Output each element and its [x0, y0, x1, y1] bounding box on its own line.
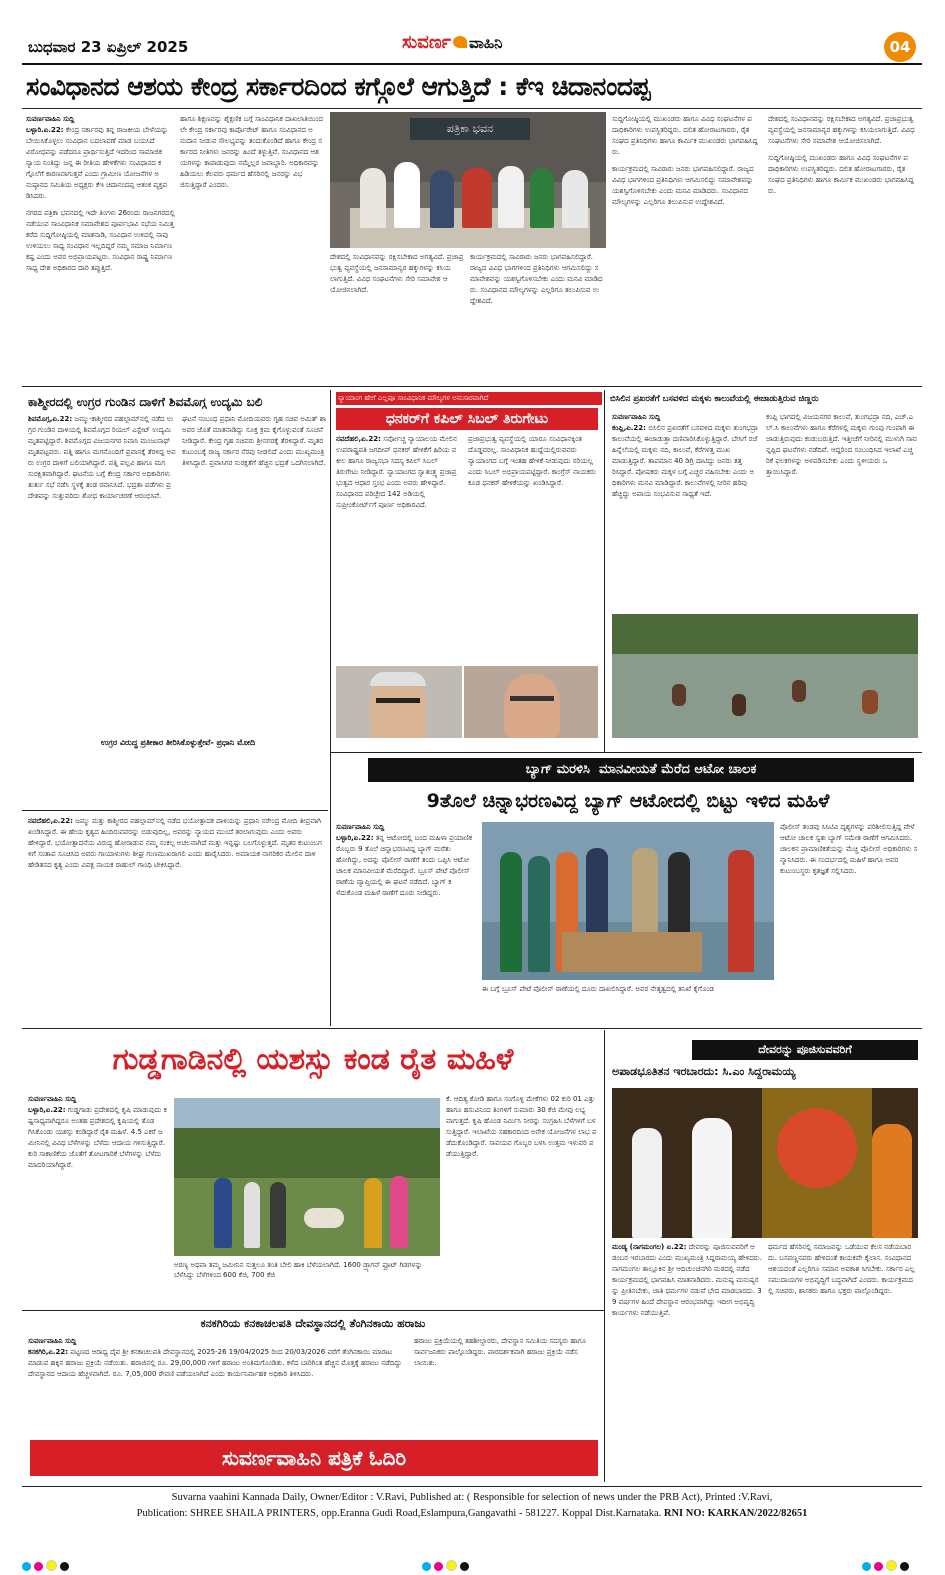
person	[462, 168, 492, 228]
auto-photo-police-station	[482, 822, 774, 980]
auto-place: ಬಳ್ಳಾರಿ,ಏ.22:	[336, 834, 374, 842]
magenta-dot	[874, 1562, 883, 1571]
lead-photo-press-meet	[330, 112, 606, 248]
lead-body-5b: ಕಾರ್ಯಕ್ರಮದಲ್ಲಿ ಸಾವಿರಾರು ಜನರು ಭಾಗವಹಿಸಲಿದ್ದಾರೆ. ರಾಜ್ಯದ ವಿವಿಧ ಭಾಗಗಳಿಂದ ಪ್ರತಿನಿಧಿಗಳು ಆಗಮಿಸಲಿದ್ದು ಸಮಾವೇಶವನ್ನು ಯಶಸ್ವಿಗೊಳಿಸಬೇಕು ಎಂದು ಮನವಿ ಮಾಡಿದರು. ಸಂವಿಧಾನದ ಮೌಲ್ಯಗಳನ್ನು ಎಲ್ಲರಿಗೂ ತಲುಪಿಸುವ ಉದ್ದೇಶವಿದೆ.	[612, 165, 754, 206]
farmer-body: ಗುಡ್ಡಗಾಡು ಪ್ರದೇಶದಲ್ಲಿ ಕೃಷಿ ಮಾಡುವುದು ಕಷ್ಟಸಾಧ್ಯವಾಗಿದ್ದರೂ ಅಂತಹ ಪ್ರದೇಶದಲ್ಲಿ ಕೃಷಿಯಲ್ಲಿ ತೊಡಗಿಸಿಕೊಂಡು ಯಶಸ್ಸು ಕಂಡಿದ್ದಾರೆ ರೈತ ಮಹಿಳೆ. 4.5 ಎಕರೆ ಜಮೀನಿನಲ್ಲಿ ವಿವಿಧ ಬೆಳೆಗಳನ್ನು ಬೆಳೆದು ಆದಾಯ ಗಳಿಸುತ್ತಿದ್ದಾರೆ. ಕುರಿ ಸಾಕಾಣಿಕೆಯ ಜೊತೆಗೆ ತೋಟಗಾರಿಕೆ ಬೆಳೆಗಳನ್ನು ಬೆಳೆದು ಮಾದರಿಯಾಗಿದ್ದಾರೆ.	[28, 1106, 167, 1169]
cm-photo-temple	[612, 1088, 918, 1238]
farmer-body-2: ಕೆ. ಆದಿತ್ಯ ಕೋಡಿ ಹಾಗೂ ಸಂಗೊಳ್ಳಿ ಮೇಕೆಗಳು 02 ಕುರಿ 01 ಎತ್ತು ಹಾಗೂ ಹಸುವಿನಿಂದ ತಿಂಗಳಿಗೆ ಸುಮಾರು 30 ಕೆಜಿ ಮೇವು ಲಭ್ಯವಾಗುತ್ತದೆ. ಕೃಷಿ ಹೊಂಡ ನಿರ್ಮಿಸಿ ನೀರನ್ನು ಸಂಗ್ರಹಿಸಿ ಬೆಳೆಗಳಿಗೆ ಬಳಸುತ್ತಿದ್ದಾರೆ. ಇಲಾಖೆಯ ಸಹಕಾರದಿಂದ ಅನೇಕ ಯೋಜನೆಗಳ ಲಾಭ ಪಡೆದುಕೊಂಡಿದ್ದಾರೆ. ಸಾವಯವ ಗೊಬ್ಬರ ಬಳಸಿ ಉತ್ತಮ ಇಳುವರಿ ಪಡೆಯುತ್ತಿದ್ದಾರೆ.	[446, 1095, 597, 1158]
dhankar-col-1	[336, 434, 462, 664]
lead-body-6: ದೇಶದಲ್ಲಿ ಸಂವಿಧಾನವನ್ನು ರಕ್ಷಿಸಬೇಕಾದ ಅಗತ್ಯವಿದೆ. ಪ್ರಜಾಪ್ರಭುತ್ವ ವ್ಯವಸ್ಥೆಯಲ್ಲಿ ಜನಸಾಮಾನ್ಯರ ಹಕ್ಕುಗಳನ್ನು ಕಸಿಯಲಾಗುತ್ತಿದೆ. ವಿವಿಧ ಸಂಘಟನೆಗಳು ಸೇರಿ ಸಮಾವೇಶ ಆಯೋಜಿಸಲಾಗಿದೆ.	[768, 115, 915, 145]
lead-body-4: ಕಾರ್ಯಕ್ರಮದಲ್ಲಿ ಸಾವಿರಾರು ಜನರು ಭಾಗವಹಿಸಲಿದ್ದಾರೆ. ರಾಜ್ಯದ ವಿವಿಧ ಭಾಗಗಳಿಂದ ಪ್ರತಿನಿಧಿಗಳು ಆಗಮಿಸಲಿದ್ದು ಸಮಾವೇಶವನ್ನು ಯಶಸ್ವಿಗೊಳಿಸಬೇಕು ಎಂದು ಮನವಿ ಮಾಡಿದರು. ಸಂವಿಧಾನದ ಮೌಲ್ಯಗಳನ್ನು ಎಲ್ಲರಿಗೂ ತಲುಪಿಸುವ ಉದ್ದೇಶವಿದೆ.	[470, 253, 603, 305]
dhankar-photo-dhankar	[464, 666, 598, 738]
children-body-2: ಕಂಪ್ಲಿ ಭಾಗದಲ್ಲಿ ವಿಜಯನಗರ ಕಾಲುವೆ, ತುಂಗಭದ್ರಾ ನದಿ, ಎಚ್.ಎಲ್.ಸಿ ಕಾಲುವೆಗಳು ಹಾಗೂ ಕೆರೆಗಳಲ್ಲಿ ಮಕ್ಕಳು ಗುಂಪು ಗುಂಪಾಗಿ ಈಜಾಡುತ್ತಿರುವುದು ಕಂಡುಬರುತ್ತಿದೆ. ಇತ್ತೀಚೆಗೆ ನೀರಿನಲ್ಲಿ ಮುಳುಗಿ ಸಾವನ್ನಪ್ಪಿದ ಘಟನೆಗಳು ನಡೆದಿವೆ. ಆದ್ದರಿಂದ ಸಂಬಂಧಿಸಿದ ಇಲಾಖೆ ಎಚ್ಚರಿಕೆ ಫಲಕಗಳನ್ನು ಅಳವಡಿಸಬೇಕು ಎಂದು ಸ್ಥಳೀಯರು ಒತ್ತಾಯಿಸಿದ್ದಾರೆ.	[766, 413, 917, 476]
cm-body: ದೇವರನ್ನು ಪೂಜಿಸುವವರಿಗೆ ಆಡಂಬರ ಇರಬಾರದು ಎಂದು ಮುಖ್ಯಮಂತ್ರಿ ಸಿದ್ದರಾಮಯ್ಯ ಹೇಳಿದರು. ನಾಗಮಂಗಲ ತಾಲ್ಲೂಕಿನ ಶ್ರೀ ಆದಿಚುಂಚನಗಿರಿ ಮಠದಲ್ಲಿ ನಡೆದ ಕಾರ್ಯಕ್ರಮದಲ್ಲಿ ಭಾಗವಹಿಸಿ ಮಾತನಾಡಿದರು. ಮನುಷ್ಯ ಮನುಷ್ಯರನ್ನು ಪ್ರೀತಿಸಬೇಕು, ಜಾತಿ ಧರ್ಮಗಳ ನಡುವೆ ಭೇದ ಮಾಡಬಾರದು. 39 ವರ್ಷಗಳ ಹಿಂದೆ ದೇವಸ್ಥಾನ ಆರಂಭವಾಗಿದ್ದು ಇದೀಗ ಅಭಿವೃದ್ಧಿ ಕಾರ್ಯಗಳು ನಡೆಯುತ್ತಿವೆ.	[612, 1243, 762, 1317]
lead-col-4	[470, 252, 606, 400]
rule	[22, 1310, 604, 1311]
yellow-dot	[886, 1560, 897, 1571]
dhankar-kicker: ನ್ಯಾಯಾಂಗ ಹೇಗೆ ಎಲ್ಲವೂ ಸಾಂವಿಧಾನಿಕ ಮೌಲ್ಯಗಳ ಅನುಸಾರವಾಗಿದೆ	[336, 392, 602, 405]
auto-body: ತನ್ನ ಆಟೋದಲ್ಲಿ ಬಂದ ಮಹಿಳಾ ಪ್ರಯಾಣಿಕರೊಬ್ಬರು 9 ತೊಲೆ ಚಿನ್ನಾಭರಣವಿದ್ದ ಬ್ಯಾಗ್ ಮರೆತು ಹೋಗಿದ್ದು, ಅದನ್ನು ಪೊಲೀಸ್ ಠಾಣೆಗೆ ತಂದು ಒಪ್ಪಿಸಿ ಆಟೋ ಚಾಲಕ ಮಾನವೀಯತೆ ಮೆರೆದಿದ್ದಾರೆ. ಬ್ರೂಸ್ ಪೇಟೆ ಪೊಲೀಸ್ ಠಾಣೆಯ ವ್ಯಾಪ್ತಿಯಲ್ಲಿ ಈ ಘಟನೆ ನಡೆದಿದೆ. ಬ್ಯಾಗ್ ಕಳೆದುಕೊಂಡ ಮಹಿಳೆ ಠಾಣೆಗೆ ದೂರು ನೀಡಿದ್ದರು.	[336, 834, 472, 897]
children-place: ಕಂಪ್ಲಿ,ಏ.22:	[612, 424, 646, 432]
logo-left-text: ಸುವರ್ಣ	[402, 32, 451, 53]
glasses	[510, 696, 554, 701]
kashmir-headline: ಕಾಶ್ಮೀರದಲ್ಲಿ ಉಗ್ರರ ಗುಂಡಿನ ದಾಳಿಗೆ ಶಿವಮೊಗ್ಗ ಉದ್ಯಮಿ ಬಲಿ	[28, 395, 263, 409]
kashmir-place: ಶಿವಮೊಗ್ಗ,ಏ.22:	[28, 415, 73, 423]
lead-headline: ಸಂವಿಧಾನದ ಆಶಯ ಕೇಂದ್ರ ಸರ್ಕಾರದಿಂದ ಕಗ್ಗೊಲೆ ಆಗುತ್ತಿದೆ : ಕೆಇ ಚಿದಾನಂದಪ್ಪ	[26, 72, 650, 101]
imprint-line-2	[22, 1508, 922, 1519]
lead-place: ಬಳ್ಳಾರಿ.ಏ.22:	[26, 126, 64, 134]
dhankar-headline: ಧನಕರ್‌ಗೆ ಕಪಿಲ್ ಸಿಬಲ್ ತಿರುಗೇಟು	[336, 408, 598, 430]
page-number: 04	[884, 32, 916, 62]
temple-auction-dateline: ಸುವರ್ಣವಾಹಿನಿ ಸುದ್ದಿ	[28, 1337, 77, 1345]
dhankar-body-2: ಪ್ರಜಾಪ್ರಭುತ್ವ ವ್ಯವಸ್ಥೆಯಲ್ಲಿ ಯಾರೂ ಸಂವಿಧಾನಕ್ಕಿಂತ ದೊಡ್ಡವರಲ್ಲ. ಸಾಂವಿಧಾನಿಕ ಹುದ್ದೆಯಲ್ಲಿರುವವರು ನ್ಯಾಯಾಂಗದ ಬಗ್ಗೆ ಇಂತಹ ಹೇಳಿಕೆ ನೀಡುವುದು ಸರಿಯಲ್ಲ ಎಂದು ಸಿಬಲ್ ಅಭಿಪ್ರಾಯಪಟ್ಟಿದ್ದಾರೆ. ಕಾಂಗ್ರೆಸ್ ನಾಯಕರು ಕೂಡ ಧನಕರ್ ಹೇಳಿಕೆಯನ್ನು ಖಂಡಿಸಿದ್ದಾರೆ.	[468, 435, 596, 487]
lead-col-5	[612, 114, 762, 400]
cyan-dot	[22, 1562, 31, 1571]
farmer-col-1	[28, 1094, 168, 1306]
photo-sign: ಪತ್ರಿಕಾ ಭವನ	[410, 118, 530, 140]
black-dot	[60, 1562, 69, 1571]
rule	[22, 810, 328, 811]
cyan-dot	[862, 1562, 871, 1571]
lead-col-1	[26, 114, 176, 400]
auto-caption: ಈ ಬಗ್ಗೆ ಬ್ರೂಸ್ ಪೇಟೆ ಪೊಲೀಸ್ ಠಾಣೆಯಲ್ಲಿ ದೂರು ದಾಖಲಿಸಿದ್ದಾರೆ. ಅವರ ನೇತೃತ್ವದಲ್ಲಿ ತನಿಖೆ ಕೈಗೊಂಡ	[482, 985, 715, 993]
bank	[612, 614, 918, 654]
cyan-dot	[422, 1562, 431, 1571]
kashmir-body-2: ಘಟನೆ ಸಂಬಂಧ ಪ್ರಧಾನಿ ಮೋದಿಯವರು ಗೃಹ ಸಚಿವ ಅಮಿತ್ ಶಾ ಅವರ ಜೊತೆ ಮಾತನಾಡಿದ್ದು ಸೂಕ್ತ ಕ್ರಮ ಕೈಗೊಳ್ಳುವಂತೆ ಸೂಚನೆ ನೀಡಿದ್ದಾರೆ. ಕೇಂದ್ರ ಗೃಹ ಸಚಿವರು ಶ್ರೀನಗರಕ್ಕೆ ತೆರಳಿದ್ದಾರೆ. ಮೃತರ ಕುಟುಂಬಕ್ಕೆ ರಾಜ್ಯ ಸರ್ಕಾರ ನೆರವು ನೀಡಲಿದೆ ಎಂದು ಮುಖ್ಯಮಂತ್ರಿ ತಿಳಿಸಿದ್ದಾರೆ. ಪ್ರವಾಸಿಗರ ಸುರಕ್ಷತೆಗೆ ಹೆಚ್ಚಿನ ಭದ್ರತೆ ಒದಗಿಸಲಾಗಿದೆ.	[182, 415, 327, 467]
dhankar-col-2	[468, 434, 598, 664]
temple-auction-place: ಕನಕಗಿರಿ,ಏ.22:	[28, 1348, 69, 1356]
kashmir-body: ಜಮ್ಮು-ಕಾಶ್ಮೀರದ ಪಹಲ್ಗಾಮ್‌ನಲ್ಲಿ ನಡೆದ ಉಗ್ರರ ಗುಂಡಿನ ದಾಳಿಯಲ್ಲಿ ಶಿವಮೊಗ್ಗದ ರಿಯಲ್ ಎಸ್ಟೇಟ್ ಉದ್ಯಮಿ ಮೃತಪಟ್ಟಿದ್ದಾರೆ. ಶಿವಮೊಗ್ಗದ ವಿಜಯನಗರ ನಿವಾಸಿ ಮಂಜುನಾಥ್ ಮೃತಪಟ್ಟವರು. ಪತ್ನಿ ಹಾಗೂ ಮಗನೊಂದಿಗೆ ಪ್ರವಾಸಕ್ಕೆ ತೆರಳಿದ್ದ ಅವರು ಉಗ್ರರ ದಾಳಿಗೆ ಬಲಿಯಾಗಿದ್ದಾರೆ. ಪತ್ನಿ ಪಲ್ಲವಿ ಹಾಗೂ ಮಗ ಸುರಕ್ಷಿತವಾಗಿದ್ದಾರೆ. ಘಟನೆಯ ಬಗ್ಗೆ ಕೇಂದ್ರ ಸರ್ಕಾರ ಅಧಿಕಾರಿಗಳು ತುರ್ತು ಸಭೆ ನಡೆಸಿ ಸ್ಥಳಕ್ಕೆ ತಂಡ ರವಾನಿಸಿದೆ. ಭದ್ರತಾ ಪಡೆಗಳು ಪ್ರದೇಶವನ್ನು ಸುತ್ತುವರಿದು ಶೋಧ ಕಾರ್ಯಾಚರಣೆ ಆರಂಭಿಸಿವೆ.	[28, 415, 176, 500]
kashmir-pm-story	[28, 816, 328, 1024]
trees	[174, 1128, 440, 1178]
lead-dateline: ಸುವರ್ಣವಾಹಿನಿ ಸುದ್ದಿ	[26, 115, 75, 123]
person	[632, 1128, 662, 1238]
rule	[604, 1030, 605, 1482]
temple-auction-col-1	[28, 1336, 408, 1436]
color-bar-left	[22, 1556, 72, 1575]
person	[430, 170, 454, 228]
rule	[22, 1028, 922, 1029]
rule	[22, 1486, 922, 1487]
lead-body-3: ದೇಶದಲ್ಲಿ ಸಂವಿಧಾನವನ್ನು ರಕ್ಷಿಸಬೇಕಾದ ಅಗತ್ಯವಿದೆ. ಪ್ರಜಾಪ್ರಭುತ್ವ ವ್ಯವಸ್ಥೆಯಲ್ಲಿ ಜನಸಾಮಾನ್ಯರ ಹಕ್ಕುಗಳನ್ನು ಕಸಿಯಲಾಗುತ್ತಿದೆ. ವಿವಿಧ ಸಂಘಟನೆಗಳು ಸೇರಿ ಸಮಾವೇಶ ಆಯೋಜಿಸಲಾಗಿದೆ.	[330, 253, 464, 294]
dhankar-place: ನವದೆಹಲಿ,ಏ.22:	[336, 435, 381, 443]
black-dot	[900, 1562, 909, 1571]
rule	[330, 390, 331, 1026]
issue-date: ಬುಧವಾರ 23 ಏಪ್ರಿಲ್ 2025	[28, 38, 189, 56]
child	[672, 684, 686, 706]
magenta-dot	[34, 1562, 43, 1571]
hair	[370, 672, 426, 686]
rni-number: RNI NO: KARKAN/2022/82651	[663, 1508, 808, 1519]
auto-body-2: ಪೊಲೀಸ್ ತಂಡವು ಸಿಸಿಟಿವಿ ದೃಶ್ಯಗಳನ್ನು ಪರಿಶೀಲಿಸುತ್ತಿದ್ದ ವೇಳೆ ಆಟೋ ಚಾಲಕ ಸ್ವತಃ ಬ್ಯಾಗ್ ಸಮೇತ ಠಾಣೆಗೆ ಆಗಮಿಸಿದರು. ಚಾಲಕನ ಪ್ರಾಮಾಣಿಕತೆಯನ್ನು ಮೆಚ್ಚಿ ಪೊಲೀಸ್ ಅಧಿಕಾರಿಗಳು ಸನ್ಮಾನಿಸಿದರು. ಈ ಸಂದರ್ಭದಲ್ಲಿ ಮಹಿಳೆ ಹಾಗೂ ಅವರ ಕುಟುಂಬಸ್ಥರು ಕೃತಜ್ಞತೆ ಸಲ್ಲಿಸಿದರು.	[780, 823, 918, 875]
auto-col-1	[336, 822, 476, 1022]
child	[732, 694, 746, 716]
person	[530, 168, 554, 228]
cm-place: ಮಂಡ್ಯ (ನಾಗಮಂಗಲ) ಏ.22:	[612, 1243, 687, 1251]
cm-body-2: ಧರ್ಮದ ಹೆಸರಿನಲ್ಲಿ ಸಮಾಜವನ್ನು ಒಡೆಯುವ ಕೆಲಸ ನಡೆಯಬಾರದು. ಬಸವಣ್ಣನವರು ಹೇಳಿದಂತೆ ಕಾಯಕವೇ ಕೈಲಾಸ. ಸಂವಿಧಾನದ ಆಶಯದಂತೆ ಎಲ್ಲರಿಗೂ ಸಮಾನ ಅವಕಾಶ ಸಿಗಬೇಕು. ಸರ್ಕಾರ ಎಲ್ಲ ಸಮುದಾಯಗಳ ಅಭಿವೃದ್ಧಿಗೆ ಬದ್ಧವಾಗಿದೆ ಎಂದರು. ಕಾರ್ಯಕ್ರಮದಲ್ಲಿ ಸಚಿವರು, ಶಾಸಕರು ಹಾಗೂ ಭಕ್ತರು ಪಾಲ್ಗೊಂಡಿದ್ದರು.	[768, 1243, 915, 1295]
temple-auction-headline: ಕನಕಗಿರಿಯ ಕನಕಾಚಲಪತಿ ದೇವಸ್ಥಾನದಲ್ಲಿ ತೆಂಗಿನಕಾಯಿ ಹರಾಜು	[200, 1317, 426, 1330]
lead-col-2	[180, 114, 324, 400]
lead-body-1b: ನಗರದ ಪತ್ರಿಕಾ ಭವನದಲ್ಲಿ ಇದೇ ತಿಂಗಳು 26ರಂದು ರಾಜನಗರದಲ್ಲಿ ನಡೆಯುವ ಸಾಂವಿಧಾನಿಕ ಸಮಾವೇಶದ ಪೂರ್ವಭಾವಿ ಸಭೆಯ ನಿಮಿತ್ತ ಕರೆದ ಸುದ್ದಿಗೋಷ್ಠಿಯಲ್ಲಿ ಮಾತನಾಡಿ, ಸಂವಿಧಾನ ಉಳಿದಲ್ಲಿ ನಾವು ಉಳಿಯಲು ಸಾಧ್ಯ ಸಂವಿಧಾನ ಇಲ್ಲದಿದ್ದರೆ ನಮ್ಮ ಸಮಾಜ ನಿರ್ಮಾಣ ಕಷ್ಟ ಎಂದು ಅವರ ಅಭಿಪ್ರಾಯಪಟ್ಟರು. ಸಂವಿಧಾನ ರಾಷ್ಟ್ರ ನಿರ್ಮಾಣ ಸಾಧ್ಯ ದೇಶ ಅಧಿಕಾರದ ದಾರಿ ತಪ್ಪುತ್ತಿದೆ.	[26, 209, 175, 272]
cm-headline-2: ಅಪಾಡಭೂತಿತನ ಇರಬಾರದು: ಸಿ.ಎಂ ಸಿದ್ದರಾಮಯ್ಯ	[612, 1065, 796, 1078]
garland	[777, 1108, 857, 1188]
person-cm	[692, 1118, 732, 1238]
masthead	[22, 30, 922, 66]
farmer-place: ಬಳ್ಳಾರಿ,ಏ.22:	[28, 1106, 66, 1114]
color-bar-center	[422, 1556, 472, 1575]
person	[244, 1182, 260, 1248]
kashmir-place-2: ನವದೆಹಲಿ,ಏ.22:	[28, 817, 73, 825]
farmer-photo-field	[174, 1098, 440, 1256]
rule	[22, 108, 922, 109]
person	[528, 856, 550, 972]
rule	[604, 390, 605, 752]
person	[364, 1178, 382, 1248]
rule	[22, 386, 922, 387]
person	[500, 852, 522, 972]
farmer-col-2	[446, 1094, 600, 1306]
yellow-dot	[46, 1560, 57, 1571]
temple-auction-body-2: ಹರಾಜು ಪ್ರಕ್ರಿಯೆಯಲ್ಲಿ ತಹಶೀಲ್ದಾರರು, ದೇವಸ್ಥಾನ ಸಮಿತಿಯ ಸದಸ್ಯರು ಹಾಗೂ ಸಾರ್ವಜನಿಕರು ಪಾಲ್ಗೊಂಡಿದ್ದರು. ಪಾರದರ್ಶಕವಾಗಿ ಹರಾಜು ಪ್ರಕ್ರಿಯೆ ನಡೆಸಲಾಯಿತು.	[414, 1337, 587, 1367]
children-dateline: ಸುವರ್ಣವಾಹಿನಿ ಸುದ್ದಿ	[612, 413, 661, 421]
registration-marks	[22, 1556, 922, 1568]
rule	[330, 752, 922, 753]
children-headline: ಬಿಸಿಲಿನ ಪ್ರಖರತೆಗೆ ಬಸವಳಿದ ಮಕ್ಕಳು ಕಾಲುವೆಯಲ್ಲಿ ಈಜಾಡುತ್ತಿರುವ ಚಿಣ್ಣರು	[610, 394, 819, 404]
farmer-dateline: ಸುವರ್ಣವಾಹಿನಿ ಸುದ್ದಿ	[28, 1095, 77, 1103]
priest	[872, 1124, 912, 1238]
lead-col-3	[330, 252, 466, 400]
child	[862, 690, 878, 714]
kashmir-subhead: ಉಗ್ರರ ವಿರುದ್ಧ ಪ್ರತೀಕಾರ ತೀರಿಸಿಕೊಳ್ಳುತ್ತೇವೆ- ಪ್ರಧಾನಿ ಮೋದಿ	[100, 738, 256, 747]
person	[498, 166, 524, 228]
read-paper-banner: ಸುವರ್ಣವಾಹಿನಿ ಪತ್ರಿಕೆ ಓದಿರಿ	[30, 1440, 598, 1476]
logo-right-text: ವಾಹಿನಿ	[468, 34, 503, 52]
kashmir-col-1	[28, 414, 176, 726]
child	[792, 680, 806, 702]
person	[728, 850, 754, 972]
temple-auction-col-2	[414, 1336, 600, 1436]
masthead-rule	[22, 63, 922, 65]
auto-dateline: ಸುವರ್ಣವಾಹಿನಿ ಸುದ್ದಿ	[336, 823, 385, 831]
lead-body-1: ಕೇಂದ್ರ ಸರ್ಕಾರವು ತನ್ನ ರಾಜಕೀಯ ಬೇಳೆಯನ್ನು ಬೇಯಿಸಿಕೊಳ್ಳಲು ಸಂವಿಧಾನ ಬದಲಾವಣೆ ಮಾಡ ಬಯಸಿದೆ ವಿರೋಧವನ್ನು ಪಡೆದರೂ ಪ್ರಾರ್ಥಿಸುತ್ತಿದೆ ಇದರಿಂದ ಸಾಮಾಜಿಕ ನ್ಯಾಯ ನಿಂತಿದ್ದು ಜನ್ನ ಈ ರೀತಿಯ ಹೇಳಿಕೆಗಳು ಸಂವಿಧಾನದ ಕಗ್ಗೊಲೆಗೆ ಕಾರಣವಾಗುತ್ತವೆ ಎಂದು ಗ್ರಾಮೀಣ ಯೋಜನೆಗಳ ಅನುಷ್ಠಾನದ ಸಮಿತಿಯ ಅಧ್ಯಕ್ಷರು ಕೆಇ ಚಿದಾನಂದಪ್ಪ ಆತಂಕ ವ್ಯಕ್ತಪಡಿಸಿದರು.	[26, 126, 169, 200]
children-body: ಬಿಸಿಲಿನ ಪ್ರಖರತೆಗೆ ಬಸವಳಿದ ಮಕ್ಕಳು ತುಂಗಭದ್ರಾ ಕಾಲುವೆಯಲ್ಲಿ ಈಜಾಡುತ್ತಾ ದಣಿವಾರಿಸಿಕೊಳ್ಳುತ್ತಿದ್ದಾರೆ. ಬೇಸಿಗೆ ರಜೆ ಹಿನ್ನೆಲೆಯಲ್ಲಿ ಮಕ್ಕಳು ನದಿ, ಕಾಲುವೆ, ಕೆರೆಗಳತ್ತ ಮುಖ ಮಾಡುತ್ತಿದ್ದಾರೆ. ತಾಪಮಾನ 40 ಡಿಗ್ರಿ ದಾಟಿದ್ದು ಜನರು ತತ್ತರಿಸಿದ್ದಾರೆ. ಪೋಷಕರು ಮಕ್ಕಳ ಬಗ್ಗೆ ಎಚ್ಚರ ವಹಿಸಬೇಕು ಎಂದು ಅಧಿಕಾರಿಗಳು ಮನವಿ ಮಾಡಿದ್ದಾರೆ. ಕಾಲುವೆಗಳಲ್ಲಿ ನೀರಿನ ಹರಿವು ಹೆಚ್ಚಿದ್ದು ಅಪಾಯ ಸಂಭವಿಸುವ ಸಾಧ್ಯತೆ ಇದೆ.	[612, 424, 759, 498]
dhankar-body: ಸರ್ವೋಚ್ಚ ನ್ಯಾಯಾಲಯ ಮೇಲಿನ ಉಪರಾಷ್ಟ್ರಪತಿ ಜಗದೀಪ್ ಧನಕರ್ ಹೇಳಿಕೆಗೆ ಹಿರಿಯ ವಕೀಲ ಹಾಗೂ ರಾಜ್ಯಸಭಾ ಸದಸ್ಯ ಕಪಿಲ್ ಸಿಬಲ್ ತಿರುಗೇಟು ನೀಡಿದ್ದಾರೆ. ನ್ಯಾಯಾಂಗದ ಸ್ವಾತಂತ್ರ್ಯ ಪ್ರಜಾಪ್ರಭುತ್ವದ ಆಧಾರ ಸ್ತಂಭ ಎಂದು ಅವರು ಹೇಳಿದ್ದಾರೆ. ಸಂವಿಧಾನದ ಪರಿಚ್ಛೇದ 142 ಅಡಿಯಲ್ಲಿ ಸುಪ್ರೀಂಕೋರ್ಟ್‌ಗೆ ಪೂರ್ಣ ಅಧಿಕಾರವಿದೆ.	[336, 435, 457, 509]
auto-kicker: ಬ್ಯಾಗ್ ಮರಳಿಸಿ ಮಾನವೀಯತೆ ಮೆರೆದ ಆಟೋ ಚಾಲಕ	[368, 758, 914, 782]
children-photo-canal	[612, 614, 918, 738]
children-col-1	[612, 412, 760, 610]
logo-flame-icon	[453, 36, 467, 48]
table	[562, 932, 702, 972]
black-dot	[460, 1562, 469, 1571]
temple-auction-body: ಪಟ್ಟಣದ ಆರಾಧ್ಯ ದೈವ ಶ್ರೀ ಕನಕಾಚಲಪತಿ ದೇವಸ್ಥಾನದಲ್ಲಿ 2025-26 19/04/2025 ರಿಂದ 20/03/2026 ವರೆಗೆ ತೆಂಗಿನಕಾಯಿ ಮಾರಾಟ ಮಾಡುವ ಹಕ್ಕಿನ ಹರಾಜು ಪ್ರಕ್ರಿಯೆ ನಡೆಯಿತು. ಹರಾಜಿನಲ್ಲಿ ರೂ. 29,00,000 ಗಳಿಗೆ ಹರಾಜು ಅಂತಿಮಗೊಂಡಿತು. ಕಳೆದ ಬಾರಿಗಿಂತ ಹೆಚ್ಚಿನ ಮೊತ್ತಕ್ಕೆ ಹರಾಜು ನಡೆದಿದ್ದು ದೇವಸ್ಥಾನದ ಆದಾಯ ಹೆಚ್ಚಳವಾಗಿದೆ. ರೂ. 7,05,000 ಠೇವಣಿ ಪಡೆಯಲಾಗಿದೆ ಎಂದು ಕಾರ್ಯನಿರ್ವಾಹಕ ಅಧಿಕಾರಿ ತಿಳಿಸಿದರು.	[28, 1348, 402, 1378]
imprint-line-1: Suvarna vaahini Kannada Daily, Owner/Editor : V.Ravi, Published at: ( Responsible for selection of news under the PRB Act), Printed :V.Ravi,	[171, 1492, 773, 1503]
kashmir-col-2	[182, 414, 328, 726]
lead-body-6b: ಸುದ್ದಿಗೋಷ್ಠಿಯಲ್ಲಿ ಮುಖಂಡರು ಹಾಗೂ ವಿವಿಧ ಸಂಘಟನೆಗಳ ಪದಾಧಿಕಾರಿಗಳು ಉಪಸ್ಥಿತರಿದ್ದರು. ದಲಿತ ಹೋರಾಟಗಾರರು, ರೈತ ಸಂಘದ ಪ್ರತಿನಿಧಿಗಳು ಹಾಗೂ ಕಾರ್ಮಿಕ ಮುಖಂಡರು ಭಾಗವಹಿಸಿದ್ದರು.	[768, 154, 914, 195]
face	[504, 674, 560, 738]
children-col-2	[766, 412, 918, 610]
lead-body-2: ಹಾಗೂ ಶಿಕ್ಷಣವನ್ನು ಶೈಕ್ಷಣಿಕ ಬಗ್ಗೆ ಸಾಂವಿಧಾನಿಕ ದಾಖಲಾತಿಯಿಂದಲೇ ಕೇಂದ್ರ ಸರ್ಕಾರವು ಕಾರ್ಪೊರೇಟ್ ಹಾಗೂ ಸಂವಿಧಾನದ ಅನುದಾನ ನೀಡುವ ಸೌಲಭ್ಯವನ್ನು ತಂದುಕೊಂಡಿದೆ ಹಾಗೂ ಕೇಂದ್ರ ಸರ್ಕಾರದ ನೀತಿಗಳು ಜನರನ್ನು ಹಿಂದೆ ತಳ್ಳುತ್ತಿವೆ. ಸಂವಿಧಾನದ ಆಶಯಗಳನ್ನು ಕಾಪಾಡುವುದು ನಮ್ಮೆಲ್ಲರ ಜವಾಬ್ದಾರಿ. ಅಧಿಕಾರವನ್ನು ಹಿಡಿಯಲು ಕೆಲವರು ಧರ್ಮದ ಹೆಸರಿನಲ್ಲಿ ಜನರನ್ನು ವಿಭಜಿಸುತ್ತಿದ್ದಾರೆ ಎಂದರು.	[180, 115, 324, 189]
cm-headline-1: ದೇವರನ್ನು ಪೂಜಿಸುವವರಿಗೆ	[692, 1040, 918, 1060]
cm-col-1	[612, 1242, 762, 1482]
masthead-logo	[402, 32, 562, 58]
auto-headline: 9ತೊಲೆ ಚಿನ್ನಾಭರಣವಿದ್ದ ಬ್ಯಾಗ್ ಆಟೋದಲ್ಲಿ ಬಿಟ್ಟು ಇಳಿದ ಮಹಿಳೆ	[426, 790, 830, 812]
sheep	[304, 1208, 344, 1228]
person	[360, 168, 386, 228]
auto-col-2	[780, 822, 918, 1022]
person	[394, 162, 420, 228]
color-bar-right	[862, 1556, 912, 1575]
yellow-dot	[446, 1560, 457, 1571]
lead-col-6	[768, 114, 918, 400]
imprint-address: Publication: SHREE SHAILA PRINTERS, opp.Eranna Gudi Road,Eslampura,Gangavathi - 581227. Koppal Dist.Karnataka.	[136, 1508, 662, 1519]
farmer-headline: ಗುಡ್ಡಗಾಡಿನಲ್ಲಿ ಯಶಸ್ಸು ಕಂಡ ರೈತ ಮಹಿಳೆ	[112, 1042, 514, 1077]
person	[390, 1176, 408, 1248]
person	[214, 1178, 232, 1248]
cm-col-2	[768, 1242, 918, 1482]
person	[562, 170, 588, 228]
farmer-caption: ಅರಣ್ಯ ಅಥವಾ ತಮ್ಮ ಜಮೀನಿನ ಸುತ್ತಲೂ ತಂತಿ ಬೇಲಿ ಹಾಕಿ ಬೆಳೆಯಲಾಗಿದೆ. 1600 ಡ್ರ್ಯಾಗನ್ ಫ್ರೂಟ್ ಗಿಡಗಳನ್ನು ಬೆಳೆಸಿದ್ದು ಬೆಳೆಗಳಿಂದ 600 ಕೆಜಿ, 700 ಕೆಜಿ	[174, 1261, 423, 1279]
magenta-dot	[434, 1562, 443, 1571]
kashmir-body-3: ಜಮ್ಮು ಮತ್ತು ಕಾಶ್ಮೀರದ ಪಹಲ್ಗಾಮ್‌ನಲ್ಲಿ ನಡೆದ ಭಯೋತ್ಪಾದಕ ದಾಳಿಯನ್ನು ಪ್ರಧಾನಿ ನರೇಂದ್ರ ಮೋದಿ ತೀವ್ರವಾಗಿ ಖಂಡಿಸಿದ್ದಾರೆ. ಈ ಹೇಯ ಕೃತ್ಯದ ಹಿಂದಿರುವವರನ್ನು ಬಿಡುವುದಿಲ್ಲ, ಅವರನ್ನು ನ್ಯಾಯದ ಮುಂದೆ ತರಲಾಗುವುದು ಎಂದು ಅವರು ಹೇಳಿದ್ದಾರೆ. ಭಯೋತ್ಪಾದನೆಯ ವಿರುದ್ಧ ಹೋರಾಡುವ ನಮ್ಮ ಸಂಕಲ್ಪ ಅಚಲವಾಗಿದೆ ಮತ್ತು ಇನ್ನಷ್ಟು ಬಲಗೊಳ್ಳುತ್ತದೆ. ಮೃತರ ಕುಟುಂಬಗಳಿಗೆ ಸಂತಾಪ ಸೂಚಿಸಿದ ಅವರು ಗಾಯಾಳುಗಳು ಶೀಘ್ರ ಗುಣಮುಖರಾಗಲಿ ಎಂದು ಹಾರೈಸಿದರು. ಅಮಾಯಕ ನಾಗರಿಕರ ಮೇಲಿನ ದಾಳಿ ಹೇಡಿತನದ ಕೃತ್ಯ ಎಂದು ವಿಪಕ್ಷ ನಾಯಕ ರಾಹುಲ್ ಗಾಂಧಿ ಟೀಕಿಸಿದ್ದಾರೆ.	[28, 817, 322, 869]
dhankar-photo-sibal	[336, 666, 462, 738]
lead-body-5: ಸುದ್ದಿಗೋಷ್ಠಿಯಲ್ಲಿ ಮುಖಂಡರು ಹಾಗೂ ವಿವಿಧ ಸಂಘಟನೆಗಳ ಪದಾಧಿಕಾರಿಗಳು ಉಪಸ್ಥಿತರಿದ್ದರು. ದಲಿತ ಹೋರಾಟಗಾರರು, ರೈತ ಸಂಘದ ಪ್ರತಿನಿಧಿಗಳು ಹಾಗೂ ಕಾರ್ಮಿಕ ಮುಖಂಡರು ಭಾಗವಹಿಸಿದ್ದರು.	[612, 115, 758, 156]
person	[270, 1182, 286, 1248]
glasses	[376, 698, 420, 703]
